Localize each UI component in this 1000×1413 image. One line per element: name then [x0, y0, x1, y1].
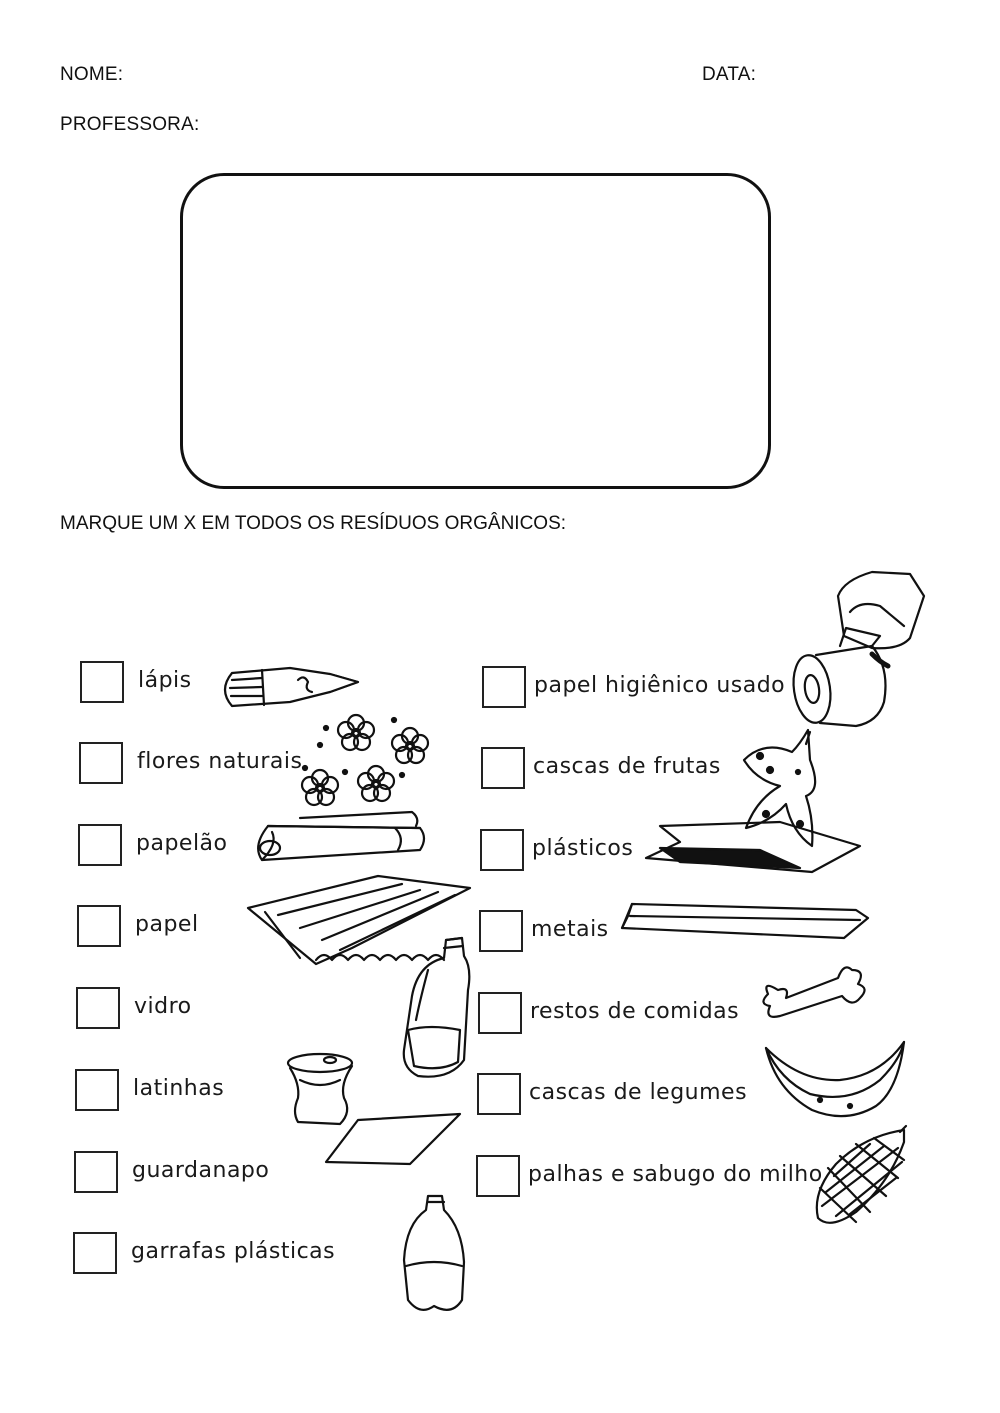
item-label: papel higiênico usado	[534, 673, 786, 698]
flowers-icon	[302, 715, 428, 805]
item-label: metais	[531, 917, 609, 942]
name-label: NOME:	[60, 64, 124, 85]
instruction-text: MARQUE UM X EM TODOS OS RESÍDUOS ORGÂNICOS:	[60, 513, 567, 534]
item-label: lápis	[138, 668, 192, 693]
item-label: papelão	[136, 831, 228, 856]
paper-icon	[248, 876, 470, 964]
date-label: DATA:	[702, 64, 757, 85]
item-label: palhas e sabugo do milho	[528, 1162, 823, 1187]
plastic-sheet-icon	[646, 822, 860, 872]
item-label: cascas de legumes	[529, 1080, 748, 1105]
teacher-label: PROFESSORA:	[60, 114, 200, 135]
bone-icon	[763, 967, 864, 1017]
item-label: cascas de frutas	[533, 754, 721, 779]
item-label: restos de comidas	[530, 999, 740, 1024]
item-label: latinhas	[133, 1076, 225, 1101]
napkin-icon	[326, 1114, 460, 1164]
cardboard-icon	[258, 812, 424, 860]
vegetable-peel-icon	[766, 1042, 904, 1116]
item-label: plásticos	[532, 836, 634, 861]
can-icon	[288, 1054, 352, 1124]
item-label: papel	[135, 912, 199, 937]
pencil-icon	[225, 668, 358, 706]
metal-bar-icon	[622, 904, 868, 938]
item-label: vidro	[134, 994, 192, 1019]
toilet-paper-icon	[789, 572, 924, 726]
item-label: guardanapo	[132, 1158, 270, 1183]
corn-cob-icon	[817, 1126, 906, 1223]
plastic-bottle-icon	[404, 1196, 464, 1310]
item-label: flores naturais	[137, 749, 303, 774]
item-label: garrafas plásticas	[131, 1239, 336, 1264]
